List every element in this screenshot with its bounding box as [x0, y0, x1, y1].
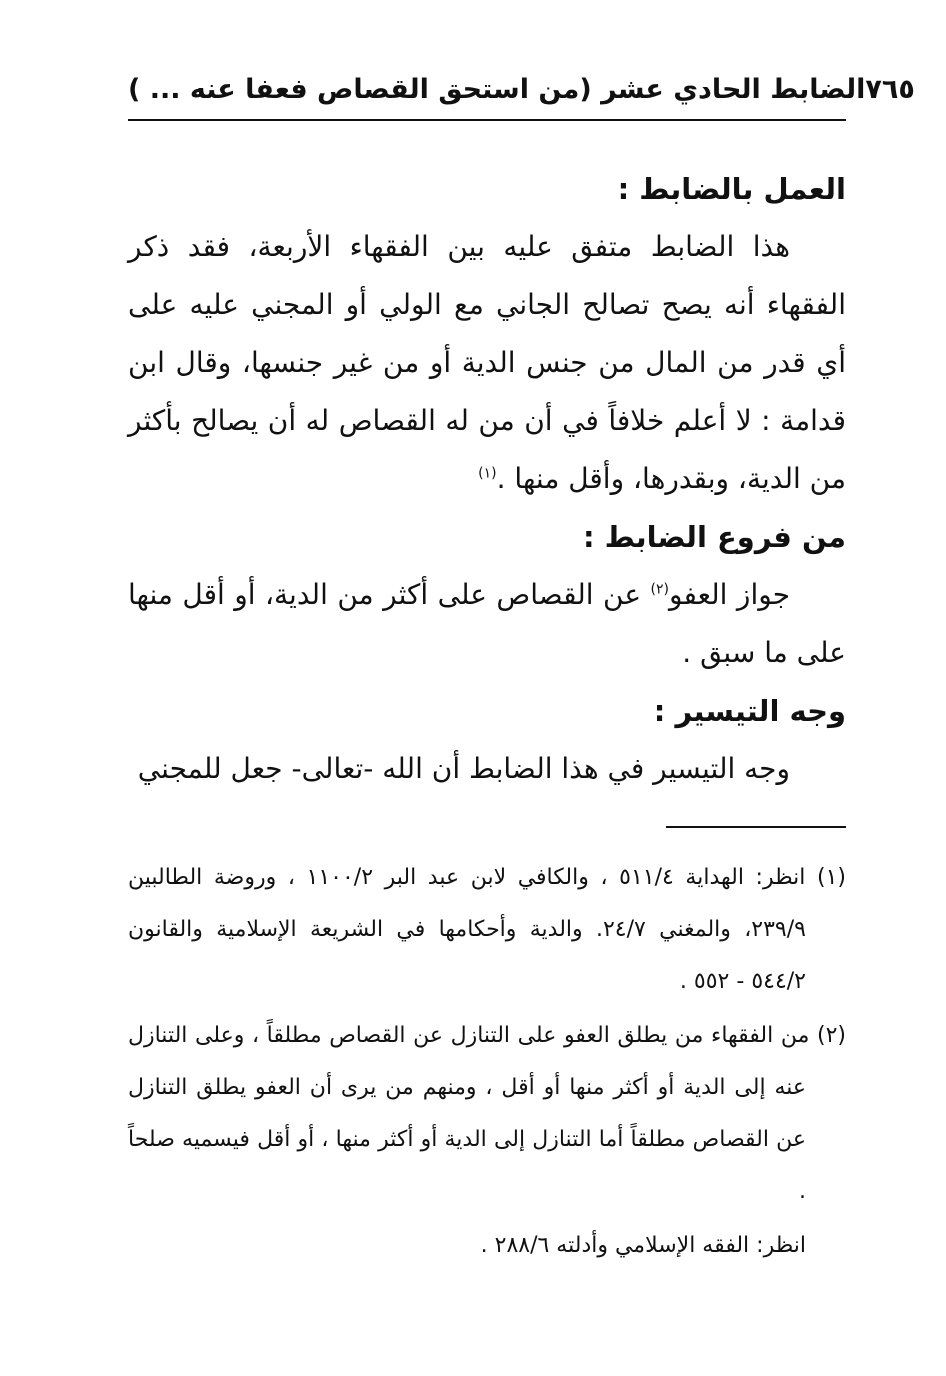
footnote-2 — [128, 1010, 846, 1218]
paragraph-facilitation: وجه التيسير في هذا الضابط أن الله -تعالى- جعل للمجني — [137, 752, 790, 785]
paragraph-branches-text-start: جواز العفو — [669, 578, 791, 611]
section-heading-application: العمل بالضابط : — [617, 172, 846, 206]
page-header — [128, 62, 915, 116]
footnote-2-text: من الفقهاء من يطلق العفو على التنازل عن القصاص مطلقاً ، وعلى التنازل عنه إلى الدية أو أكثر منها أو أقل ، ومنهم من يرى أن العفو يطلق التنازل عن القصاص مطلقاً أما التنازل إلى الدية أو أكثر منها ، أو أقل فيسميه صلحاً . — [128, 1023, 810, 1204]
main-text — [128, 160, 846, 798]
footnote-1 — [128, 852, 846, 1008]
footnotes — [128, 852, 846, 1272]
footnote-1-marker: (١) — [816, 865, 846, 890]
running-title: الضابط الحادي عشر (من استحق القصاص فعفا عنه ... ) — [128, 73, 866, 105]
footnote-marker-1: (١) — [478, 465, 497, 482]
paragraph-application-text: هذا الضابط متفق عليه بين الفقهاء الأربعة، فقد ذكر الفقهاء أنه يصح تصالح الجاني مع الولي أو المجني عليه على أي قدر من المال من جنس الدية أو من غير جنسها، وقال ابن قدامة : لا أعلم خلافاً في أن من له القصاص له أن يصالح بأكثر من الدية، وبقدرها، وأقل منها . — [128, 230, 846, 495]
paragraph-application — [128, 218, 846, 508]
section-heading-branches: من فروع الضابط : — [582, 520, 846, 554]
footnote-1-text: انظر: الهداية ٥١١/٤ ، والكافي لابن عبد البر ١١٠٠/٢ ، وروضة الطالبين ٢٣٩/٩، والمغني ٢٤/٧. والدية وأحكامها في الشريعة الإسلامية والقانون ٥٤٤/٢ - ٥٥٢ . — [128, 865, 806, 994]
footnote-2-marker: (٢) — [817, 1023, 847, 1048]
header-divider — [128, 119, 846, 121]
paragraph-branches — [128, 566, 846, 682]
section-heading-facilitation: وجه التيسير : — [653, 694, 846, 728]
page-number: ٧٦٥ — [865, 73, 915, 105]
footnote-divider — [666, 826, 846, 828]
footnote-marker-2: (٢) — [650, 581, 669, 598]
footnote-2-reference: انظر: الفقه الإسلامي وأدلته ٢٨٨/٦ . — [480, 1233, 806, 1258]
paragraph-branches-text-end: عن القصاص على أكثر من الدية، أو أقل منها على ما سبق . — [128, 578, 846, 669]
